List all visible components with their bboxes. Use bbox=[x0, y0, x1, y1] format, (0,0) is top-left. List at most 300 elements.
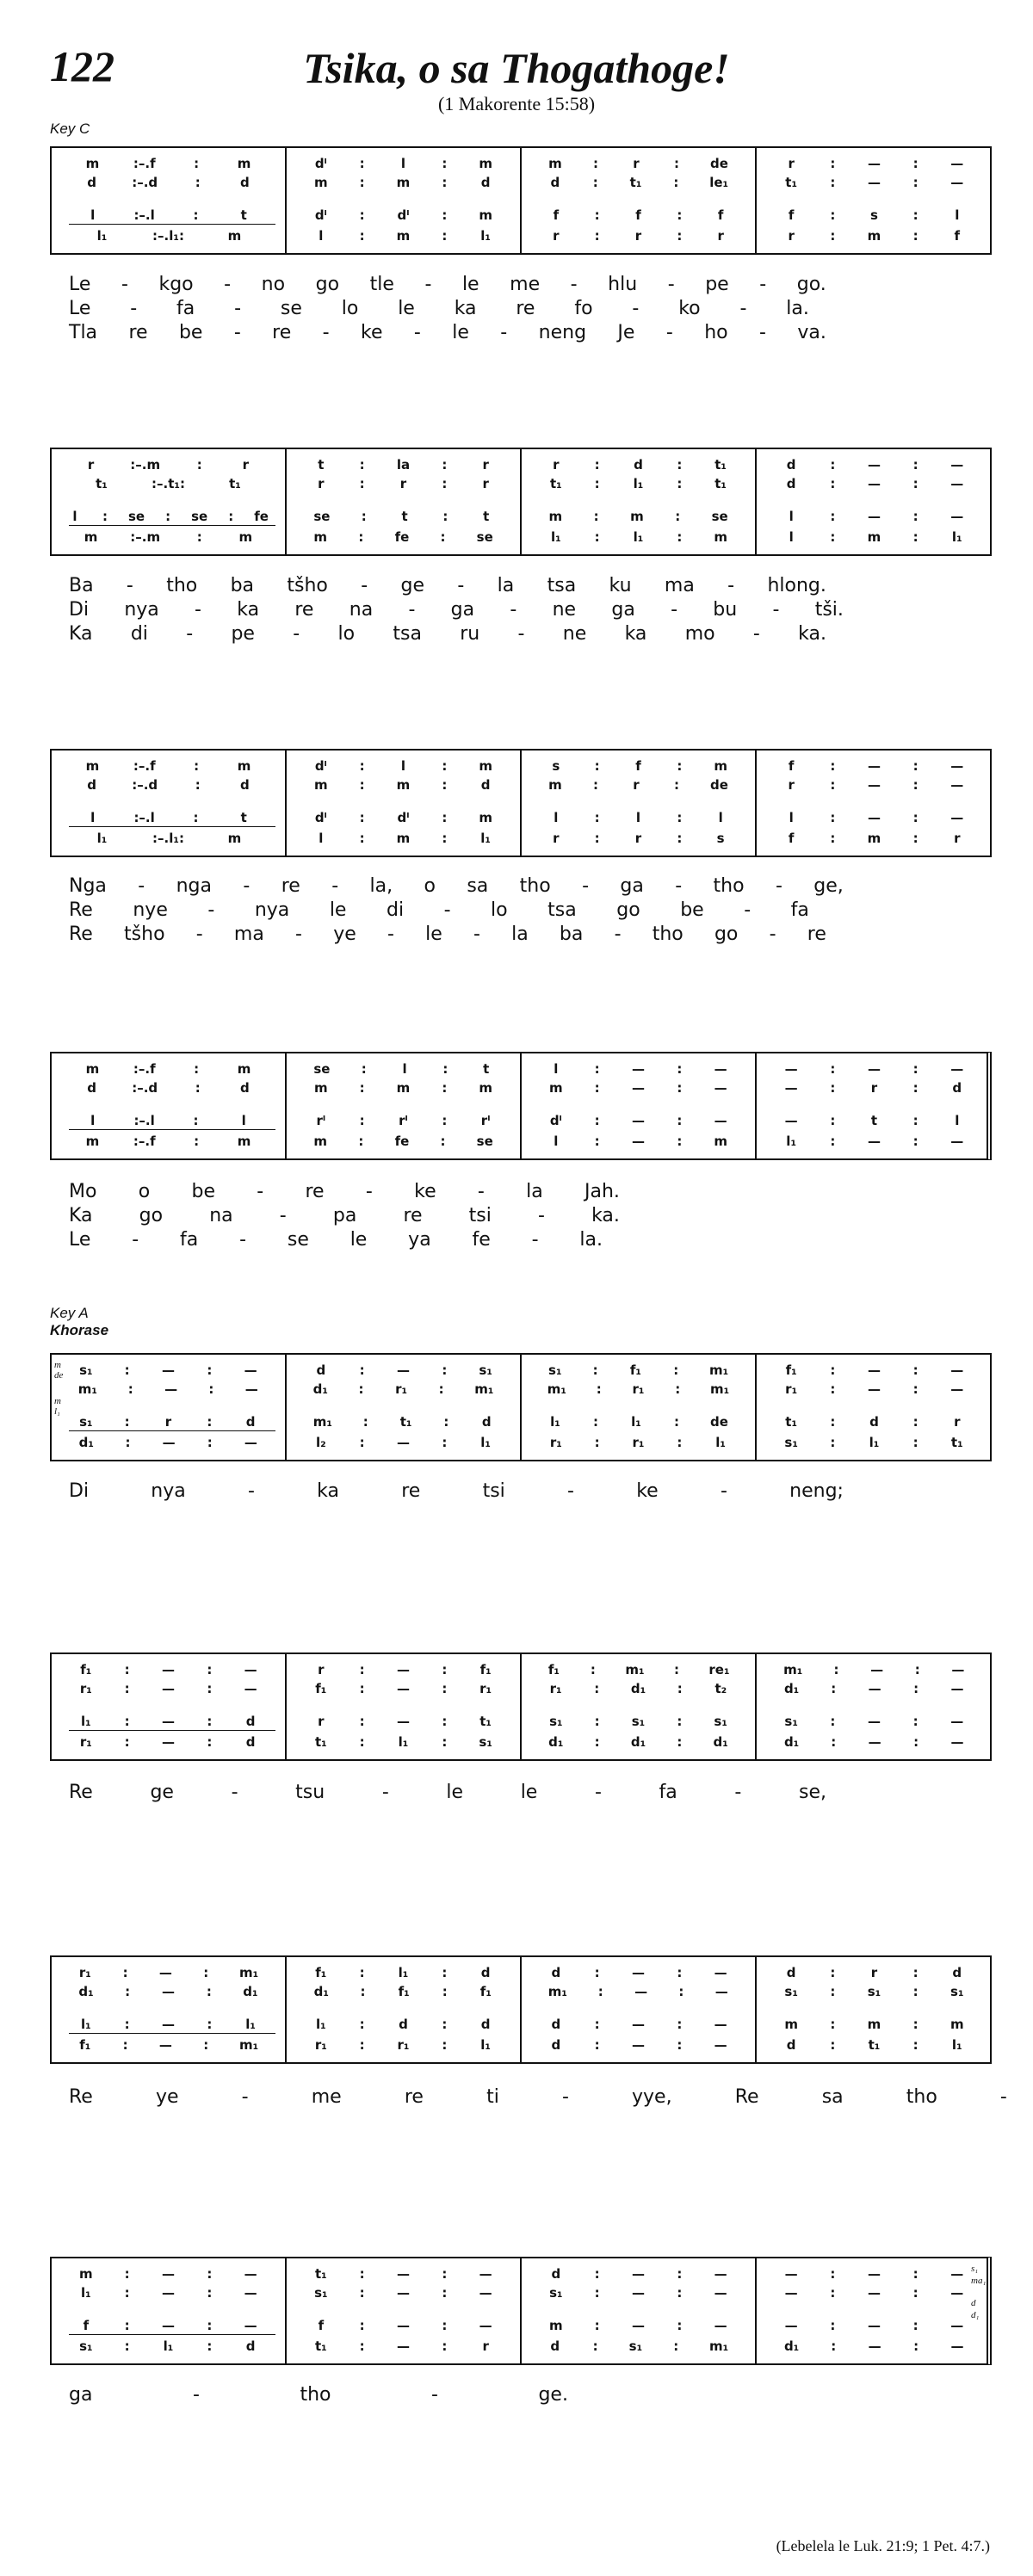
notation-token: s₁ bbox=[867, 1984, 881, 1999]
notation-token: : bbox=[912, 509, 919, 524]
notation-token: r₁ bbox=[78, 1965, 91, 1980]
notation-token: s₁ bbox=[79, 1362, 93, 1378]
notation-token: m bbox=[85, 156, 100, 171]
notation-token: m bbox=[314, 175, 328, 190]
notation-token: d bbox=[551, 1965, 561, 1980]
notation-token: : bbox=[358, 529, 364, 545]
notation-token: se bbox=[711, 509, 728, 524]
notation-token: — bbox=[161, 1714, 175, 1729]
notation-line bbox=[522, 1680, 755, 1697]
notation-line bbox=[287, 2317, 520, 2334]
lyric-syllable: ye bbox=[155, 2086, 179, 2108]
lyric-syllable: ma bbox=[664, 575, 695, 596]
notation-token: : bbox=[594, 2017, 600, 2032]
lyric-syllable: - bbox=[387, 924, 394, 945]
score-system bbox=[50, 1955, 992, 2064]
notation-token: f bbox=[553, 207, 560, 223]
notation-token: l bbox=[90, 1113, 96, 1128]
lyric-syllable: Re bbox=[69, 924, 93, 945]
lyric-syllable: - bbox=[224, 274, 232, 295]
notation-token: t bbox=[318, 457, 325, 473]
notation-token: : bbox=[912, 1080, 919, 1096]
lyric-syllable: hlu bbox=[608, 274, 638, 295]
notation-token: dˡ bbox=[397, 810, 410, 825]
notation-token: : bbox=[207, 2318, 213, 2333]
measure bbox=[52, 751, 287, 856]
notation-token: :–.f bbox=[133, 1061, 156, 1077]
notation-token: : bbox=[442, 1061, 448, 1077]
notation-line bbox=[52, 1413, 285, 1430]
lyric-syllable: - bbox=[413, 322, 421, 343]
notation-token: fe bbox=[394, 1134, 410, 1149]
notation-token: — bbox=[867, 509, 881, 524]
lyric-syllable: fo bbox=[574, 298, 593, 319]
lyric-syllable: go. bbox=[796, 274, 826, 295]
lyric-syllable: ru bbox=[460, 623, 480, 645]
notation-token: se bbox=[313, 1061, 331, 1077]
notation-token: de bbox=[710, 1414, 728, 1430]
lyric-syllable: - bbox=[408, 599, 416, 621]
notation-token: : bbox=[207, 2017, 213, 2032]
notation-line bbox=[522, 1381, 755, 1398]
lyric-syllable: Nga bbox=[69, 875, 107, 897]
notation-token: fe bbox=[394, 529, 410, 545]
notation-token: : bbox=[207, 1681, 213, 1696]
notation-line bbox=[287, 1413, 520, 1430]
notation-token: s₁ bbox=[548, 1362, 562, 1378]
notation-token: dˡ bbox=[314, 207, 327, 223]
notation-token: :–.l₁: bbox=[152, 831, 184, 846]
notation-token: m bbox=[84, 529, 98, 545]
lyric-line bbox=[69, 1181, 620, 1203]
notation-line bbox=[757, 508, 992, 525]
notation-line bbox=[757, 1362, 992, 1379]
lyric-line bbox=[69, 1480, 844, 1503]
notation-token: d₁ bbox=[630, 1734, 646, 1750]
notation-token: : bbox=[830, 2037, 836, 2053]
lyric-syllable: - bbox=[594, 1782, 602, 1803]
notation-token: d bbox=[550, 175, 560, 190]
notation-token: dˡ bbox=[549, 1113, 562, 1128]
notation-token: f₁ bbox=[80, 1662, 92, 1677]
notation-token: : bbox=[165, 509, 171, 524]
notation-token: — bbox=[158, 1965, 172, 1980]
measure bbox=[522, 751, 757, 856]
notation-token: : bbox=[359, 810, 365, 825]
notation-token: :–.m bbox=[130, 529, 161, 545]
notation-line bbox=[287, 475, 520, 492]
notation-token: m bbox=[313, 529, 327, 545]
lyric-syllable: be bbox=[178, 322, 203, 343]
notation-token: l bbox=[955, 207, 960, 223]
notation-token: : bbox=[359, 2037, 365, 2053]
notation-token: d bbox=[551, 2017, 561, 2032]
notation-token: m₁ bbox=[783, 1662, 803, 1677]
notation-token: — bbox=[244, 2318, 257, 2333]
notation-line bbox=[757, 456, 992, 473]
lyric-syllable: - bbox=[126, 575, 133, 596]
lyric-syllable: fa bbox=[176, 298, 195, 319]
lyric-syllable: sa bbox=[821, 2086, 844, 2108]
notation-token: — bbox=[950, 1381, 964, 1397]
notation-token: l₁ bbox=[398, 1965, 409, 1980]
notation-token: — bbox=[784, 2266, 798, 2282]
measure bbox=[52, 148, 287, 253]
notation-token: : bbox=[362, 1414, 368, 1430]
notation-token: f₁ bbox=[785, 1362, 797, 1378]
notation-token: d bbox=[480, 175, 491, 190]
notation-token: — bbox=[868, 2338, 881, 2354]
notation-token: r bbox=[954, 831, 961, 846]
notation-line bbox=[52, 1133, 285, 1150]
notation-line bbox=[757, 155, 992, 172]
notation-token: : bbox=[677, 758, 683, 774]
measure bbox=[757, 751, 992, 856]
notation-token: : bbox=[830, 831, 836, 846]
notation-token: r₁ bbox=[632, 1381, 645, 1397]
notation-line bbox=[522, 2265, 755, 2283]
lyric-syllable: - bbox=[473, 924, 480, 945]
notation-token: : bbox=[830, 529, 836, 545]
notation-line bbox=[522, 2036, 755, 2054]
notation-token: : bbox=[594, 476, 600, 491]
notation-token: : bbox=[594, 529, 600, 545]
notation-token: l bbox=[789, 810, 794, 825]
notation-token: — bbox=[161, 1681, 175, 1696]
lyric-syllable: - bbox=[720, 1480, 727, 1502]
notation-token: — bbox=[631, 1080, 645, 1096]
lyric-syllable: - bbox=[295, 924, 302, 945]
notation-token: f bbox=[635, 207, 641, 223]
lyric-syllable: Ka bbox=[69, 1205, 93, 1226]
measure bbox=[287, 1355, 522, 1460]
notation-token: : bbox=[125, 1435, 131, 1450]
notation-token: r bbox=[553, 831, 560, 846]
lyric-line bbox=[69, 274, 826, 296]
lyric-line bbox=[69, 1229, 603, 1251]
notation-token: : bbox=[442, 1714, 448, 1729]
notation-token: : bbox=[442, 457, 448, 473]
notation-token: : bbox=[442, 207, 448, 223]
notation-token: — bbox=[158, 2037, 172, 2053]
lyric-syllable: di bbox=[130, 623, 148, 645]
notation-token: : bbox=[442, 758, 448, 774]
lyric-syllable: Je bbox=[617, 322, 635, 343]
notation-token: : bbox=[678, 1984, 684, 1999]
notation-token: dˡ bbox=[314, 758, 327, 774]
lyric-syllable: - bbox=[614, 924, 622, 945]
notation-token: d₁ bbox=[78, 1435, 94, 1450]
lyric-syllable: - bbox=[739, 298, 747, 319]
notation-token: : bbox=[442, 1435, 448, 1450]
notation-token: : bbox=[122, 1965, 128, 1980]
notation-token: — bbox=[784, 1113, 798, 1128]
notation-token: f bbox=[717, 207, 724, 223]
lyric-syllable: - bbox=[443, 899, 451, 921]
notation-token: m₁ bbox=[238, 1965, 259, 1980]
notation-token: t₁ bbox=[785, 1414, 798, 1430]
notation-token: : bbox=[594, 1734, 600, 1750]
notation-line bbox=[522, 528, 755, 546]
notation-token: : bbox=[830, 1714, 836, 1729]
notation-token: : bbox=[440, 529, 446, 545]
lyric-syllable: ka bbox=[237, 599, 260, 621]
notation-token: : bbox=[594, 1080, 600, 1096]
notation-line bbox=[757, 1381, 992, 1398]
notation-line bbox=[52, 475, 285, 492]
lyric-line bbox=[69, 575, 826, 597]
lyric-syllable: Re bbox=[69, 899, 93, 921]
notation-token: rˡ bbox=[316, 1113, 326, 1128]
notation-token: : bbox=[360, 1984, 366, 1999]
notation-token: : bbox=[833, 1662, 839, 1677]
lyric-syllable: - bbox=[231, 1782, 238, 1803]
lyric-syllable: - bbox=[195, 924, 203, 945]
notation-line bbox=[287, 1964, 520, 1981]
notation-line bbox=[522, 2284, 755, 2301]
notation-token: : bbox=[830, 1414, 836, 1430]
lyric-syllable: - bbox=[130, 298, 138, 319]
notation-token: : bbox=[912, 1965, 919, 1980]
notation-token: r₁ bbox=[79, 1734, 92, 1750]
lyric-syllable: na bbox=[349, 599, 374, 621]
notation-token: : bbox=[124, 2266, 130, 2282]
notation-token: m bbox=[949, 2017, 964, 2032]
notation-token: d bbox=[952, 1080, 962, 1096]
lyric-syllable: - bbox=[477, 1181, 485, 1202]
notation-token: t₁ bbox=[950, 1435, 963, 1450]
notation-line bbox=[52, 1079, 285, 1096]
notation-token: : bbox=[124, 1362, 130, 1378]
notation-token: — bbox=[714, 2017, 727, 2032]
notation-token: r₁ bbox=[397, 2037, 410, 2053]
notation-token: — bbox=[161, 2266, 175, 2282]
lyric-syllable: go bbox=[714, 924, 739, 945]
notation-token: — bbox=[396, 2285, 410, 2301]
notation-token: f₁ bbox=[315, 1965, 327, 1980]
notation-token: l bbox=[635, 810, 641, 825]
notation-token: r₁ bbox=[549, 1681, 562, 1696]
notation-token: : bbox=[592, 1362, 598, 1378]
notation-token: l bbox=[319, 228, 324, 244]
notation-token: m bbox=[479, 156, 492, 171]
notation-token: : bbox=[203, 2037, 209, 2053]
notation-token: : bbox=[677, 1681, 683, 1696]
measure bbox=[287, 1957, 522, 2062]
notation-token: : bbox=[830, 1061, 836, 1077]
measure bbox=[757, 1355, 992, 1460]
notation-token: d bbox=[551, 2037, 561, 2053]
notation-token: m bbox=[237, 1061, 251, 1077]
notation-token: — bbox=[867, 1714, 881, 1729]
notation-line bbox=[52, 207, 285, 224]
notation-token: : bbox=[594, 228, 600, 244]
notation-line bbox=[522, 1964, 755, 1981]
notation-token: : bbox=[194, 156, 200, 171]
lyric-syllable: - bbox=[381, 1782, 389, 1803]
notation-line bbox=[757, 2016, 992, 2033]
notation-token: : bbox=[675, 509, 681, 524]
notation-token: d bbox=[480, 777, 491, 793]
notation-token: : bbox=[359, 1080, 365, 1096]
notation-token: — bbox=[162, 1435, 176, 1450]
notation-token: l₁ bbox=[550, 529, 561, 545]
slur-line bbox=[69, 826, 275, 827]
notation-token: dˡ bbox=[314, 156, 327, 171]
notation-token: — bbox=[631, 2318, 645, 2333]
notation-token: r bbox=[717, 228, 724, 244]
lyric-syllable: - bbox=[775, 875, 782, 897]
voice-part-label: d₁ bbox=[971, 2310, 980, 2320]
notation-token: : bbox=[359, 1965, 365, 1980]
lyric-syllable: - bbox=[424, 274, 432, 295]
notation-token: : bbox=[125, 1984, 131, 1999]
notation-token: m₁ bbox=[708, 1362, 729, 1378]
notation-line bbox=[52, 227, 285, 244]
notation-token: — bbox=[867, 1134, 881, 1149]
voice-part-labels bbox=[54, 1360, 63, 1417]
notation-token: se bbox=[476, 1134, 493, 1149]
notation-token: : bbox=[912, 1984, 919, 1999]
notation-line bbox=[287, 528, 520, 546]
notation-token: : bbox=[194, 1061, 200, 1077]
notation-token: : bbox=[196, 529, 202, 545]
lyric-syllable: neng; bbox=[789, 1480, 844, 1502]
notation-line bbox=[287, 809, 520, 826]
notation-token: s₁ bbox=[479, 1734, 492, 1750]
notation-token: m bbox=[630, 509, 644, 524]
notation-line bbox=[757, 830, 992, 847]
notation-token: — bbox=[950, 2318, 964, 2333]
lyric-syllable: o bbox=[424, 875, 436, 897]
notation-line bbox=[757, 2284, 992, 2301]
notation-token: — bbox=[161, 1734, 175, 1750]
notation-token: : bbox=[195, 1080, 201, 1096]
notation-token: s₁ bbox=[79, 2338, 93, 2354]
lyric-syllable: re bbox=[128, 322, 148, 343]
notation-token: m bbox=[396, 831, 411, 846]
notation-token: l bbox=[319, 831, 324, 846]
notation-token: l₁ bbox=[96, 228, 108, 244]
notation-token: : bbox=[590, 1662, 596, 1677]
lyric-syllable: ka bbox=[317, 1480, 340, 1502]
notation-token: — bbox=[161, 1662, 175, 1677]
notation-token: l₁ bbox=[96, 831, 108, 846]
notation-token: m bbox=[85, 1134, 100, 1149]
measure bbox=[522, 1957, 757, 2062]
notation-line bbox=[52, 2016, 285, 2033]
notation-token: l₁ bbox=[163, 2338, 174, 2354]
lyric-syllable: - bbox=[192, 2384, 200, 2406]
lyric-syllable: neng bbox=[538, 322, 587, 343]
measure bbox=[52, 1957, 287, 2062]
notation-token: : bbox=[594, 1113, 600, 1128]
lyric-syllable: re bbox=[404, 2086, 424, 2108]
notation-line bbox=[757, 1434, 992, 1451]
notation-token: : bbox=[677, 1113, 683, 1128]
notation-token: : bbox=[193, 1113, 199, 1128]
lyric-syllable: nya bbox=[254, 899, 290, 921]
lyric-syllable: ke bbox=[636, 1480, 659, 1502]
notation-token: : bbox=[913, 2338, 919, 2354]
measure bbox=[522, 1053, 757, 1158]
notation-token: l₁ bbox=[398, 1734, 409, 1750]
lyric-syllable: tsa bbox=[393, 623, 422, 645]
notation-token: — bbox=[784, 1080, 798, 1096]
measure bbox=[757, 1654, 992, 1759]
notation-token: — bbox=[784, 2318, 798, 2333]
notation-token: : bbox=[594, 1061, 600, 1077]
measure bbox=[522, 449, 757, 554]
notation-token: — bbox=[950, 1681, 964, 1696]
lyric-line bbox=[69, 899, 809, 922]
notation-token: s₁ bbox=[314, 2285, 328, 2301]
lyric-syllable: - bbox=[279, 1205, 287, 1226]
lyric-syllable: ku bbox=[609, 575, 632, 596]
notation-token: — bbox=[396, 1662, 410, 1677]
notation-line bbox=[287, 1133, 520, 1150]
notation-token: — bbox=[950, 1714, 964, 1729]
lyric-syllable: - bbox=[361, 575, 368, 596]
lyric-syllable: Di bbox=[69, 1480, 90, 1502]
notation-token: : bbox=[228, 509, 234, 524]
measure bbox=[757, 449, 992, 554]
notation-token: s₁ bbox=[549, 1714, 563, 1729]
notation-token: — bbox=[714, 1984, 728, 1999]
notation-token: — bbox=[950, 509, 964, 524]
notation-token: d₁ bbox=[713, 1734, 728, 1750]
notation-token: : bbox=[594, 207, 600, 223]
lyric-syllable: pe bbox=[705, 274, 729, 295]
notation-token: f₁ bbox=[547, 1662, 560, 1677]
lyric-syllable: lo bbox=[491, 899, 508, 921]
notation-token: m bbox=[237, 156, 251, 171]
notation-token: s₁ bbox=[950, 1984, 964, 1999]
notation-token: : bbox=[674, 777, 679, 793]
notation-token: : bbox=[677, 1134, 683, 1149]
notation-token: : bbox=[442, 1681, 448, 1696]
notation-token: r₁ bbox=[785, 1381, 798, 1397]
notation-token: — bbox=[950, 2338, 964, 2354]
notation-line bbox=[287, 1079, 520, 1096]
notation-token: d bbox=[786, 457, 796, 473]
notation-token: — bbox=[714, 1080, 727, 1096]
notation-token: :–.f bbox=[133, 1134, 156, 1149]
slur-line bbox=[69, 1730, 275, 1731]
notation-token: :–.l bbox=[133, 1113, 155, 1128]
lyric-syllable: - bbox=[531, 1229, 539, 1251]
notation-token: : bbox=[124, 2017, 130, 2032]
notation-line bbox=[287, 830, 520, 847]
lyric-syllable: Ba bbox=[69, 575, 94, 596]
lyric-syllable: go bbox=[616, 899, 640, 921]
lyric-syllable: - bbox=[234, 298, 242, 319]
notation-token: : bbox=[593, 509, 599, 524]
notation-token: : bbox=[673, 2338, 679, 2354]
notation-token: — bbox=[479, 2266, 492, 2282]
notation-token: : bbox=[442, 2266, 448, 2282]
notation-token: f bbox=[318, 2318, 325, 2333]
notation-token: l₁ bbox=[786, 1134, 797, 1149]
lyric-syllable: la. bbox=[786, 298, 809, 319]
lyric-line bbox=[69, 298, 809, 320]
notation-token: : bbox=[914, 1662, 920, 1677]
hymn-title: Tsika, o sa Thogathoge! bbox=[303, 44, 730, 92]
notation-token: : bbox=[359, 2318, 365, 2333]
measure bbox=[52, 449, 287, 554]
notation-token: f₁ bbox=[479, 1984, 492, 1999]
notation-token: — bbox=[396, 1435, 410, 1450]
